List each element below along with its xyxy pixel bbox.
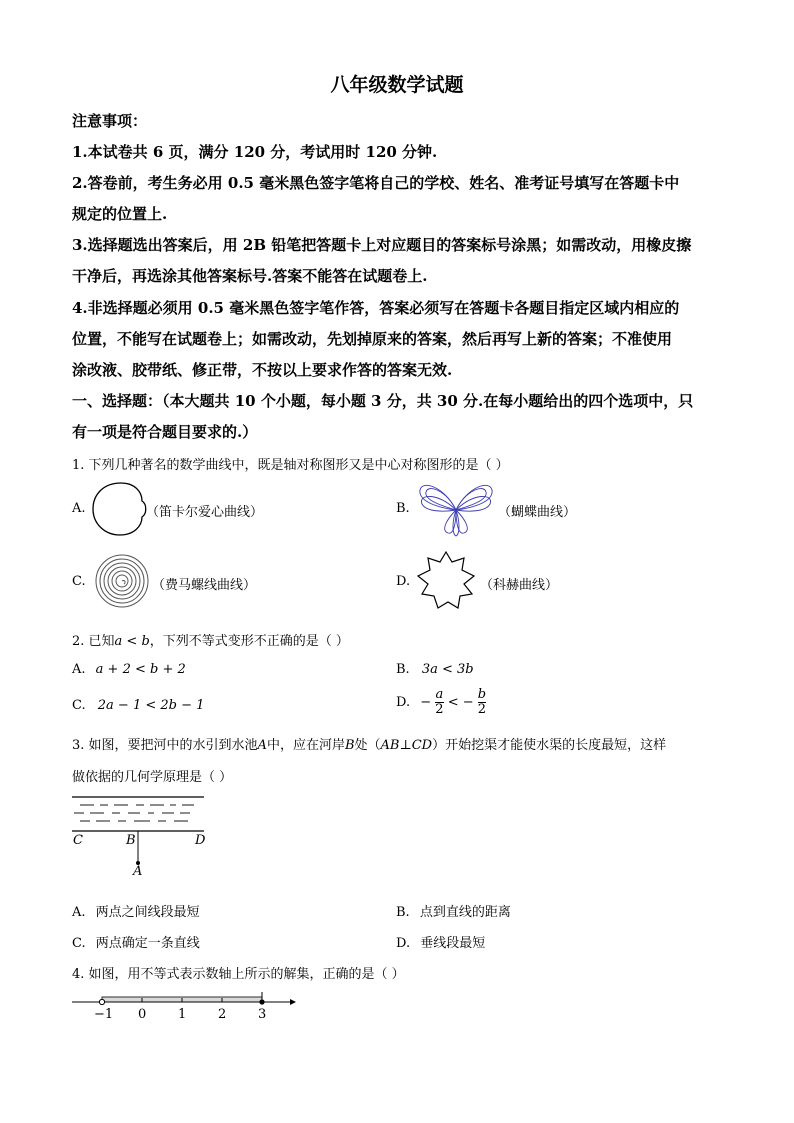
closed-endpoint <box>259 999 264 1004</box>
note-2-line2: 规定的位置上. <box>72 205 168 223</box>
q1-option-a-label: A. <box>72 501 86 516</box>
q1-option-d-label: D. <box>396 574 411 589</box>
q3-option-a-text: 两点之间线段最短 <box>95 905 200 920</box>
q2-option-b-expr: 3a < 3b <box>421 662 474 677</box>
q2-stem-suffix: ，下列不等式变形不正确的是（ ） <box>149 634 349 649</box>
tick-label-0: 0 <box>138 1007 147 1022</box>
q1-option-b-label: B. <box>396 501 410 516</box>
axis-arrow-icon <box>290 999 296 1005</box>
q3-option-a-label: A. <box>72 905 86 920</box>
q1-option-c-text: （费马螺线曲线） <box>152 578 257 593</box>
q2-option-b <box>396 662 474 677</box>
q2-condition: a < b <box>114 634 150 649</box>
q2-option-c-label: C. <box>72 698 86 713</box>
butterfly-curve-figure <box>414 478 498 538</box>
q3-option-d-label: D. <box>396 936 411 951</box>
q1-option-d-text: （科赫曲线） <box>480 578 559 593</box>
note-3-line1: 3.选择题选出答案后，用 2B 铅笔把答题卡上对应题目的答案标号涂黑；如需改动，用橡皮擦 <box>72 236 692 254</box>
note-2-line1: 2.答卷前，考生务必用 0.5 毫米黑色签字笔将自己的学校、姓名、准考证号填写在答题卡中 <box>72 174 680 192</box>
note-4-line2: 位置，不能写在试题卷上；如需改动，先划掉原来的答案，然后再写上新的答案；不准使用 <box>72 330 673 348</box>
q3-option-c-label: C. <box>72 936 86 951</box>
fig-label-a: A <box>133 864 143 879</box>
q1-option-c-label: C. <box>72 574 86 589</box>
q3-stem-mid: 中，应在河岸 <box>266 738 345 753</box>
q2-option-a-expr: a + 2 < b + 2 <box>95 662 186 677</box>
q2-option-d-lt: < − <box>447 695 474 710</box>
q2-option-c-expr: 2a − 1 < 2b − 1 <box>97 698 205 713</box>
fig-label-c: C <box>73 833 83 848</box>
q3-stem-perp: AB⊥CD <box>380 738 433 753</box>
tick-label-1: 1 <box>178 1007 187 1022</box>
page-title: 八年级数学试题 <box>330 74 464 96</box>
fig-label-d: D <box>195 833 206 848</box>
q3-option-c <box>72 932 200 951</box>
q2-option-d-minus: − <box>420 695 432 710</box>
q2-option-d-frac-a <box>435 688 443 717</box>
q3-option-b <box>396 901 511 920</box>
q2-option-d-label: D. <box>396 695 411 710</box>
q2-option-d-frac-b-num: b <box>477 687 487 702</box>
q3-stem-point-a: A <box>257 738 267 753</box>
q2-stem <box>72 630 349 649</box>
q2-option-d-frac-a-den: 2 <box>435 702 444 717</box>
q3-option-b-text: 点到直线的距离 <box>419 905 511 920</box>
q3-stem-line1 <box>72 734 666 753</box>
note-4-line3: 涂改液、胶带纸、修正带，不按以上要求作答的答案无效. <box>72 361 453 379</box>
q2-option-a <box>72 662 186 677</box>
q1-stem: 1. 下列几种著名的数学曲线中，既是轴对称图形又是中心对称图形的是（ ） <box>72 458 509 473</box>
note-4-line1: 4.非选择题必须用 0.5 毫米黑色签字笔作答，答案必须写在答题卡各题目指定区域内相应的 <box>72 299 680 317</box>
fig-label-b: B <box>126 833 136 848</box>
q2-option-a-label: A. <box>72 662 86 677</box>
q2-option-d <box>396 688 486 717</box>
q2-option-c <box>72 698 204 713</box>
tick-label-neg1: −1 <box>94 1007 114 1022</box>
q3-stem-line2: 做依据的几何学原理是（ ） <box>72 770 233 785</box>
q2-option-d-frac-b-den: 2 <box>477 702 487 717</box>
q3-option-a <box>72 901 200 920</box>
cardioid-figure <box>90 481 152 537</box>
q2-option-d-frac-a-num: a <box>435 687 444 702</box>
tick-label-2: 2 <box>218 1007 227 1022</box>
q3-option-c-text: 两点确定一条直线 <box>95 936 200 951</box>
note-1: 1.本试卷共 6 页，满分 120 分，考试用时 120 分钟. <box>72 143 438 161</box>
section1-line2: 有一项是符合题目要求的.） <box>72 423 258 441</box>
notes-heading: 注意事项： <box>72 112 148 130</box>
fermat-spiral-figure <box>92 553 152 609</box>
section1-line1: 一、选择题：（本大题共 10 个小题，每小题 3 分，共 30 分.在每小题给出的四个选项中，只 <box>72 392 694 410</box>
q3-stem-suffix: ）开始挖渠才能使水渠的长度最短，这样 <box>432 738 667 753</box>
q4-stem: 4. 如图，用不等式表示数轴上所示的解集，正确的是（ ） <box>72 967 405 982</box>
koch-snowflake-figure <box>414 550 478 612</box>
q3-option-d-text: 垂线段最短 <box>420 936 486 951</box>
q1-option-b-text: （蝴蝶曲线） <box>498 505 577 520</box>
q3-stem-point-b: B <box>344 738 355 753</box>
q1-option-a-text: （笛卡尔爱心曲线） <box>146 505 264 520</box>
q2-stem-prefix: 2. 已知 <box>72 634 115 649</box>
q2-option-b-label: B. <box>396 662 410 677</box>
q3-option-d <box>396 932 485 951</box>
note-3-line2: 干净后，再选涂其他答案标号.答案不能答在试题卷上. <box>72 267 428 285</box>
open-endpoint <box>99 999 104 1004</box>
q2-option-d-frac-b <box>478 688 486 717</box>
q3-stem-prefix: 3. 如图，要把河中的水引到水池 <box>72 738 258 753</box>
tick-label-3: 3 <box>258 1007 267 1022</box>
q3-stem-mid2: 处（ <box>354 738 381 753</box>
q3-option-b-label: B. <box>396 905 410 920</box>
